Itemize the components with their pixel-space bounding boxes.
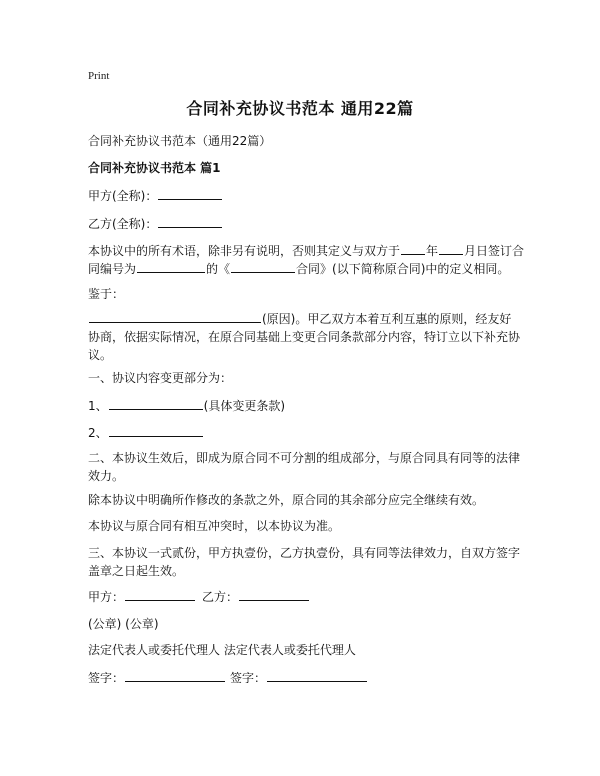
section-heading: 合同补充协议书范本 篇1 xyxy=(88,161,221,175)
whereas-line-2: 协商，依据实际情况，在原合同基础上变更合同条款部分内容，特订立以下补充协 xyxy=(88,330,521,344)
clause-2-conflict: 本协议与原合同有相互冲突时，以本协议为准。 xyxy=(88,519,341,533)
signature-line xyxy=(88,668,528,688)
signature-b-blank xyxy=(267,668,367,682)
party-a-blank xyxy=(158,186,222,200)
party-a-line xyxy=(88,186,528,206)
item-1-text: (具体变更条款) xyxy=(203,399,286,413)
sign-party-b-label: 乙方： xyxy=(202,590,239,604)
whereas-line-3: 议。 xyxy=(88,348,113,362)
sign-party-a-label: 甲方： xyxy=(88,590,125,604)
item-2-number: 2、 xyxy=(88,426,108,440)
signature-a-blank xyxy=(125,668,225,682)
party-b-label: 乙方(全称)： xyxy=(88,217,158,231)
reason-blank xyxy=(89,309,261,323)
item-1-number: 1、 xyxy=(88,399,108,413)
clause-2-line-2: 效力。 xyxy=(88,469,125,483)
party-a-label: 甲方(全称)： xyxy=(88,189,158,203)
intro-line-1 xyxy=(88,241,528,261)
clause-1-item-1 xyxy=(88,396,528,416)
print-label: Print xyxy=(88,70,110,82)
contract-name-blank xyxy=(231,259,295,273)
sign-party-b-blank xyxy=(239,587,309,601)
document-title: 合同补充协议书范本 通用22篇 xyxy=(186,99,414,118)
intro-text: 月日签订合 xyxy=(464,244,525,258)
intro-text: 本协议中的所有术语，除非另有说明，否则其定义与双方于 xyxy=(88,244,401,258)
item-1-blank xyxy=(109,396,203,410)
whereas-line-1 xyxy=(88,309,528,329)
clause-1-item-2 xyxy=(88,423,528,443)
representative-line: 法定代表人或委托代理人 法定代表人或委托代理人 xyxy=(88,643,356,657)
clause-1-heading: 一、协议内容变更部分为： xyxy=(88,371,233,385)
clause-3-line-2: 盖章之日起生效。 xyxy=(88,564,185,578)
intro-text: 同编号为 xyxy=(88,262,137,276)
year-blank xyxy=(401,241,425,255)
signature-b-label: 签字： xyxy=(230,671,267,685)
contract-number-blank xyxy=(137,259,205,273)
sign-party-a-blank xyxy=(125,587,195,601)
clause-3-line-1: 三、本协议一式贰份，甲方执壹份，乙方执壹份，具有同等法律效力，自双方签字 xyxy=(88,546,521,560)
party-b-line xyxy=(88,214,528,234)
intro-text: 的《 xyxy=(206,262,231,276)
whereas-text: (原因)。甲乙双方本着互利互惠的原则，经友好 xyxy=(262,312,512,326)
item-2-blank xyxy=(109,423,203,437)
intro-year-label: 年 xyxy=(426,244,439,258)
signature-a-label: 签字： xyxy=(88,671,125,685)
signature-party-line xyxy=(88,587,528,607)
intro-text: 合同》(以下简称原合同)中的定义相同。 xyxy=(296,262,510,276)
document-subtitle: 合同补充协议书范本（通用22篇） xyxy=(88,134,272,148)
whereas-label: 鉴于： xyxy=(88,287,125,301)
clause-2-line-1: 二、本协议生效后，即成为原合同不可分割的组成部分，与原合同具有同等的法律 xyxy=(88,451,521,465)
clause-2-extra: 除本协议中明确所作修改的条款之外，原合同的其余部分应完全继续有效。 xyxy=(88,493,485,507)
month-blank xyxy=(439,241,463,255)
intro-line-2 xyxy=(88,259,528,279)
seal-line: (公章) (公章) xyxy=(88,617,159,631)
party-b-blank xyxy=(158,214,222,228)
